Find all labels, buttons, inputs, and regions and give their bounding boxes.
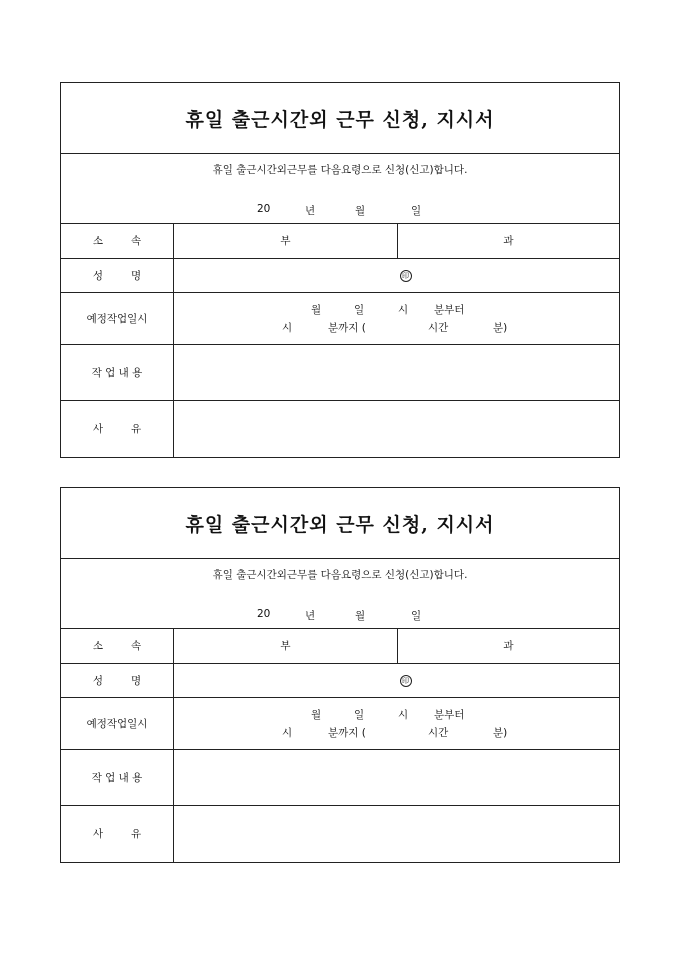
form-table xyxy=(61,629,619,862)
date-line xyxy=(61,608,619,622)
schedule-label: 예정작업일시 xyxy=(61,697,174,749)
department-field[interactable]: 부 xyxy=(174,629,398,663)
reason-field[interactable] xyxy=(174,805,620,862)
schedule-label: 예정작업일시 xyxy=(61,292,174,344)
affiliation-row xyxy=(61,224,619,258)
year-label: 년 xyxy=(305,610,316,622)
month-label: 월 xyxy=(355,610,366,622)
reason-label: 사 유 xyxy=(61,400,174,457)
work-content-field[interactable] xyxy=(174,344,620,400)
request-statement: 휴일 출근시간외근무를 다음요령으로 신청(신고)합니다. xyxy=(212,164,468,176)
request-statement: 휴일 출근시간외근무를 다음요령으로 신청(신고)합니다. xyxy=(212,569,468,581)
reason-label: 사 유 xyxy=(61,805,174,862)
reason-row xyxy=(61,400,619,457)
form-table xyxy=(61,224,619,457)
form-title: 휴일 출근시간외 근무 신청, 지시서 xyxy=(185,513,495,536)
year-prefix[interactable]: 20 xyxy=(257,203,271,215)
department-field[interactable]: 부 xyxy=(174,224,398,258)
work-content-label: 작 업 내 용 xyxy=(61,749,174,805)
affiliation-label: 소 속 xyxy=(61,224,174,258)
affiliation-row xyxy=(61,629,619,663)
reason-row xyxy=(61,805,619,862)
section-field[interactable]: 과 xyxy=(503,235,514,248)
day-label: 일 xyxy=(411,610,422,622)
section-field[interactable]: 과 xyxy=(503,640,514,653)
work-content-row xyxy=(61,749,619,805)
seal-icon: 印 xyxy=(400,270,412,282)
month-label: 월 xyxy=(355,205,366,217)
affiliation-label: 소 속 xyxy=(61,629,174,663)
work-content-row xyxy=(61,344,619,400)
schedule-field[interactable]: 월 일 시 분부터 시 분까지 ( 시간 분) xyxy=(174,292,620,344)
schedule-field[interactable]: 월 일 시 분부터 시 분까지 ( 시간 분) xyxy=(174,697,620,749)
request-form xyxy=(60,82,620,458)
name-label: 성 명 xyxy=(61,258,174,292)
intro-section xyxy=(61,559,619,629)
reason-field[interactable] xyxy=(174,400,620,457)
schedule-row xyxy=(61,292,619,344)
year-prefix[interactable]: 20 xyxy=(257,608,271,620)
request-form xyxy=(60,487,620,863)
name-field[interactable] xyxy=(174,663,620,697)
day-label: 일 xyxy=(411,205,422,217)
schedule-row xyxy=(61,697,619,749)
year-label: 년 xyxy=(305,205,316,217)
name-row xyxy=(61,663,619,697)
seal-icon: 印 xyxy=(400,675,412,687)
form-title-row xyxy=(61,488,619,559)
form-title: 휴일 출근시간외 근무 신청, 지시서 xyxy=(185,108,495,131)
name-field[interactable] xyxy=(174,258,620,292)
date-line xyxy=(61,203,619,217)
name-label: 성 명 xyxy=(61,663,174,697)
work-content-label: 작 업 내 용 xyxy=(61,344,174,400)
form-title-row xyxy=(61,83,619,154)
work-content-field[interactable] xyxy=(174,749,620,805)
intro-section xyxy=(61,154,619,224)
name-row xyxy=(61,258,619,292)
